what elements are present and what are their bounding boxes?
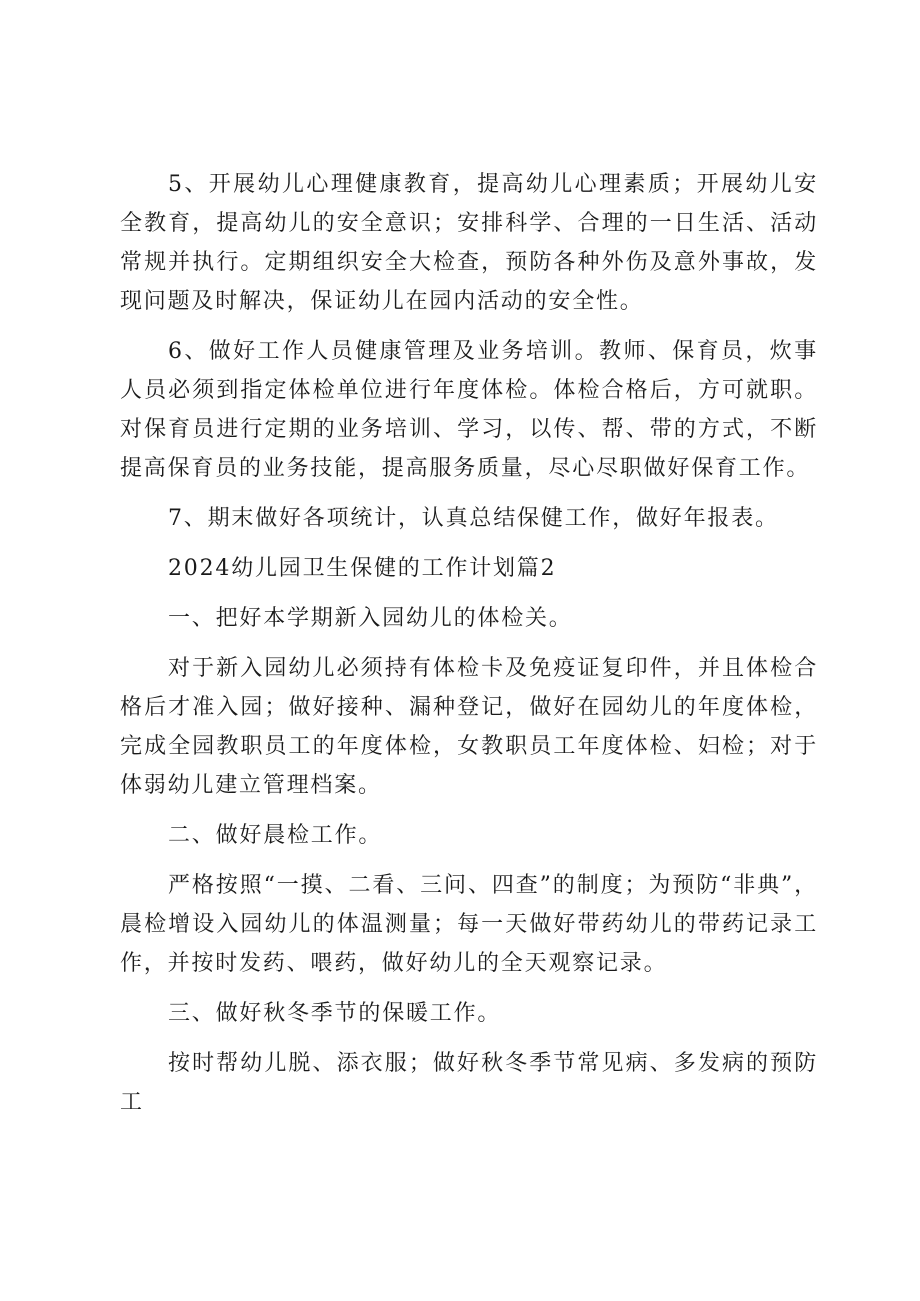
section-title: 2024幼儿园卫生保健的工作计划篇2 [168, 556, 557, 581]
paragraph-warmth: 按时帮幼儿脱、添衣服；做好秋冬季节常见病、多发病的预防工 [120, 1051, 818, 1115]
paragraph-morning-check: 严格按照“一摸、二看、三问、四查”的制度；为预防“非典”，晨检增设入园幼儿的体温测量；每一天做好带药幼儿的带药记录工作，并按时发药、喂药，做好幼儿的全天观察记录。 [120, 873, 818, 976]
paragraph-item-6: 6、做好工作人员健康管理及业务培训。教师、保育员，炊事人员必须到指定体检单位进行年度体检。体检合格后，方可就职。对保育员进行定期的业务培训、学习，以传、帮、带的方式，不断提高保育员的业务技能，提高服务质量，尽心尽职做好保育工作。 [120, 339, 818, 481]
paragraph-item-7: 7、期末做好各项统计，认真总结保健工作，做好年报表。 [168, 506, 779, 531]
heading-two: 二、做好晨检工作。 [168, 823, 383, 848]
heading-three: 三、做好秋冬季节的保暖工作。 [168, 1001, 502, 1026]
paragraph-checkup: 对于新入园幼儿必须持有体检卡及免疫证复印件，并且体检合格后才准入园；做好接种、漏种登记，做好在园幼儿的年度体检，完成全园教职员工的年度体检，女教职员工年度体检、妇检；对于体弱幼儿建立管理档案。 [120, 656, 818, 798]
paragraph-item-5: 5、开展幼儿心理健康教育，提高幼儿心理素质；开展幼儿安全教育，提高幼儿的安全意识；安排科学、合理的一日生活、活动常规并执行。定期组织安全大检查，预防各种外伤及意外事故，发现问题及时解决，保证幼儿在园内活动的安全性。 [120, 172, 818, 314]
heading-one: 一、把好本学期新入园幼儿的体检关。 [168, 606, 573, 631]
document-body [120, 165, 818, 1122]
